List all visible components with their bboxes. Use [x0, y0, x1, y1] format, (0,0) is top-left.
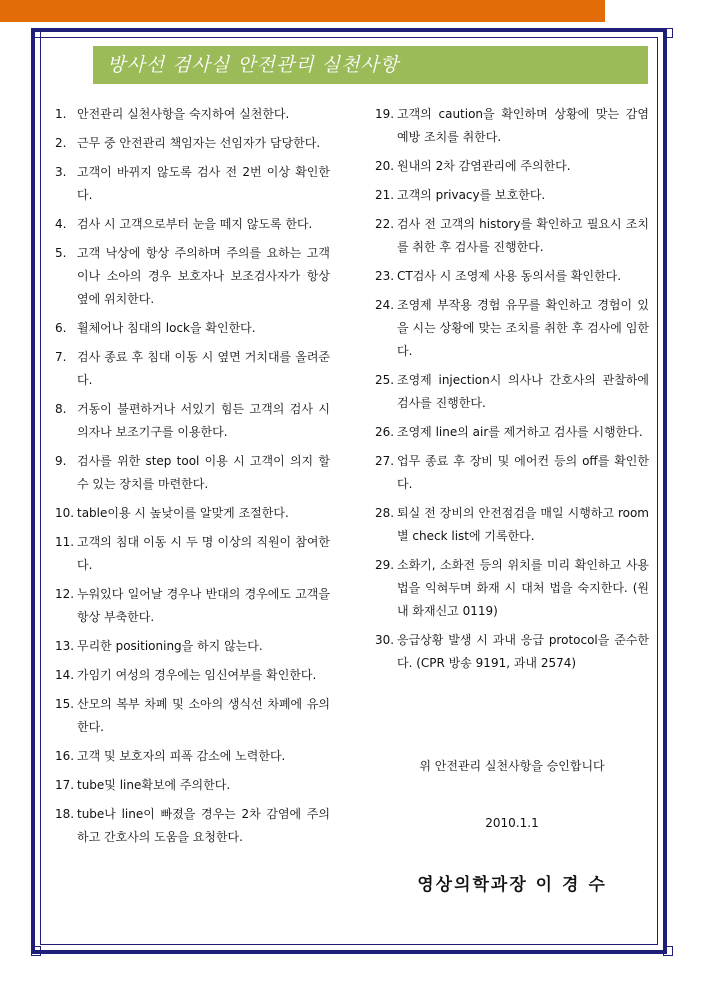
item-number: 3.: [55, 165, 67, 179]
item-number: 29.: [375, 558, 395, 572]
item-text: 고객의 privacy를 보호한다.: [397, 188, 546, 202]
item-text: 응급상황 발생 시 과내 응급 protocol을 준수한다. (CPR 방송 9191, 과내 2574): [397, 633, 649, 670]
list-item: [55, 213, 330, 236]
item-number: 1.: [55, 107, 67, 121]
list-item: [375, 369, 649, 415]
item-text: 조영제 injection시 의사나 간호사의 관찰하에 검사를 진행한다.: [397, 373, 649, 410]
item-number: 15.: [55, 697, 75, 711]
item-number: 25.: [375, 373, 395, 387]
item-number: 8.: [55, 402, 67, 416]
list-item: [55, 450, 330, 496]
list-item: [55, 502, 330, 525]
rules-list-right: [375, 103, 649, 681]
item-text: table이용 시 높낮이를 알맞게 조절한다.: [77, 506, 289, 520]
item-number: 16.: [55, 749, 75, 763]
item-number: 6.: [55, 321, 67, 335]
item-text: 거동이 불편하거나 서있기 힘든 고객의 검사 시 의자나 보조기구를 이용한다.: [77, 402, 330, 439]
list-item: [375, 502, 649, 548]
corner-ornament-bottom-left: [27, 942, 43, 958]
list-item: [55, 583, 330, 629]
item-number: 5.: [55, 246, 67, 260]
list-item: [375, 213, 649, 259]
item-text: 휠체어나 침대의 lock을 확인한다.: [77, 321, 256, 335]
list-item: [375, 184, 649, 207]
item-number: 19.: [375, 107, 395, 121]
item-number: 27.: [375, 454, 395, 468]
list-item: [55, 774, 330, 797]
list-item: [375, 421, 649, 444]
item-text: 검사를 위한 step tool 이용 시 고객이 의지 할 수 있는 장치를 마련한다.: [77, 454, 330, 491]
item-text: 가임기 여성의 경우에는 임신여부를 확인한다.: [77, 668, 317, 682]
list-item: [55, 693, 330, 739]
top-orange-bar: [0, 0, 605, 22]
item-text: 고객의 caution을 확인하며 상황에 맞는 감염 예방 조치를 취한다.: [397, 107, 649, 144]
list-item: [55, 803, 330, 849]
list-item: [55, 531, 330, 577]
item-text: 누워있다 일어날 경우나 반대의 경우에도 고객을 항상 부축한다.: [77, 587, 330, 624]
rules-list-left: [55, 103, 330, 855]
item-number: 26.: [375, 425, 395, 439]
item-text: 퇴실 전 장비의 안전점검을 매일 시행하고 room별 check list에 기록한다.: [397, 506, 649, 543]
item-text: 원내의 2차 감염관리에 주의한다.: [397, 159, 571, 173]
item-number: 30.: [375, 633, 395, 647]
item-number: 13.: [55, 639, 75, 653]
item-number: 18.: [55, 807, 75, 821]
item-number: 7.: [55, 350, 67, 364]
item-number: 10.: [55, 506, 75, 520]
corner-ornament-top-left: [27, 24, 43, 40]
item-text: 소화기, 소화전 등의 위치를 미리 확인하고 사용법을 익혀두며 화재 시 대처 법을 숙지한다. (원내 화재신고 0119): [397, 558, 649, 618]
item-number: 12.: [55, 587, 75, 601]
item-text: 고객 및 보호자의 피폭 감소에 노력한다.: [77, 749, 286, 763]
item-text: 검사 시 고객으로부터 눈을 떼지 않도록 한다.: [77, 217, 313, 231]
list-item: [55, 398, 330, 444]
item-text: 고객 낙상에 항상 주의하며 주의를 요하는 고객이나 소아의 경우 보호자나 보조검사자가 항상 옆에 위치한다.: [77, 246, 330, 306]
item-text: 안전관리 실천사항을 숙지하여 실천한다.: [77, 107, 290, 121]
list-item: [55, 317, 330, 340]
list-item: [55, 635, 330, 658]
item-number: 14.: [55, 668, 75, 682]
item-text: 검사 종료 후 침대 이동 시 옆면 거치대를 올려준다.: [77, 350, 330, 387]
item-number: 28.: [375, 506, 395, 520]
list-item: [375, 450, 649, 496]
list-item: [375, 103, 649, 149]
list-item: [55, 132, 330, 155]
list-item: [55, 346, 330, 392]
item-text: 고객의 침대 이동 시 두 명 이상의 직원이 참여한다.: [77, 535, 330, 572]
item-text: 검사 전 고객의 history를 확인하고 필요시 조치를 취한 후 검사를 진행한다.: [397, 217, 649, 254]
item-text: 고객이 바뀌지 않도록 검사 전 2번 이상 확인한다.: [77, 165, 330, 202]
item-number: 17.: [55, 778, 75, 792]
list-item: [375, 629, 649, 675]
item-number: 23.: [375, 269, 395, 283]
item-text: 업무 종료 후 장비 및 에어컨 등의 off를 확인한다.: [397, 454, 649, 491]
corner-ornament-top-right: [659, 24, 675, 40]
item-number: 22.: [375, 217, 395, 231]
item-text: 근무 중 안전관리 책임자는 선임자가 담당한다.: [77, 136, 321, 150]
item-text: tube및 line확보에 주의한다.: [77, 778, 231, 792]
item-text: 조영제 line의 air를 제거하고 검사를 시행한다.: [397, 425, 643, 439]
list-item: [55, 745, 330, 768]
list-item: [55, 242, 330, 311]
item-text: 조영제 부작용 경험 유무를 확인하고 경험이 있을 시는 상황에 맞는 조치를 취한 후 검사에 임한다.: [397, 298, 649, 358]
item-number: 20.: [375, 159, 395, 173]
approval-signer: 영상의학과장 이 경 수: [417, 875, 607, 895]
corner-ornament-bottom-right: [659, 942, 675, 958]
item-number: 21.: [375, 188, 395, 202]
list-item: [55, 103, 330, 126]
list-item: [55, 161, 330, 207]
list-item: [375, 265, 649, 288]
item-text: 산모의 복부 차폐 및 소아의 생식선 차폐에 유의한다.: [77, 697, 330, 734]
list-item: [375, 294, 649, 363]
item-number: 9.: [55, 454, 67, 468]
list-item: [55, 664, 330, 687]
item-number: 4.: [55, 217, 67, 231]
approval-date: 2010.1.1: [485, 816, 539, 830]
item-text: 무리한 positioning을 하지 않는다.: [77, 639, 263, 653]
list-item: [375, 554, 649, 623]
item-number: 2.: [55, 136, 67, 150]
item-number: 24.: [375, 298, 395, 312]
list-item: [375, 155, 649, 178]
item-number: 11.: [55, 535, 75, 549]
approval-statement: 위 안전관리 실천사항을 승인합니다: [419, 759, 605, 773]
item-text: tube나 line이 빠졌을 경우는 2차 감염에 주의하고 간호사의 도움을 요청한다.: [77, 807, 330, 844]
item-text: CT검사 시 조영제 사용 동의서를 확인한다.: [397, 269, 622, 283]
page-title: 방사선 검사실 안전관리 실천사항: [93, 46, 648, 84]
